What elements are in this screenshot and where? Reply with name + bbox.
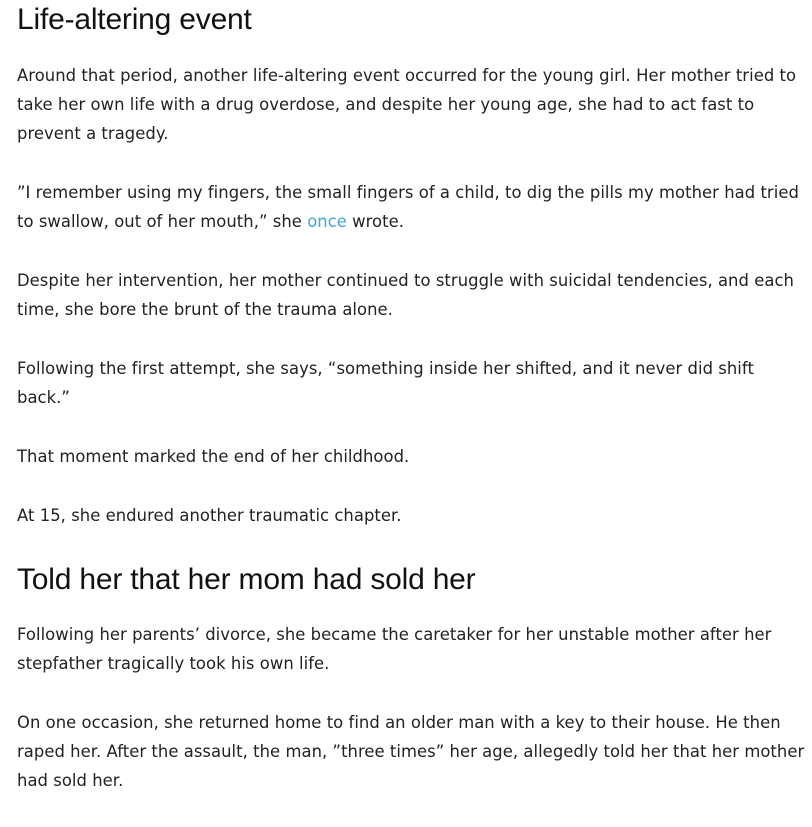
paragraph-overdose: Around that period, another life-altering event occurred for the young girl. Her mother tried to take her own life with a drug overdose, and despite her young age, she had to act fast to prevent a tragedy. — [17, 66, 797, 143]
paragraph-assault: On one occasion, she returned home to find an older man with a key to their house. He then raped her. After the assault, the man, ”three times” her age, allegedly told her that her mother had sold her. — [17, 713, 805, 790]
section-heading-sold: Told her that her mom had sold her — [17, 563, 476, 596]
quote-text-start: ”I remember using my fingers, the small fingers of a child, to dig the pills my mother had tried to swallow, out of her mouth,” she — [17, 183, 799, 231]
paragraph-quote-fingers — [17, 178, 807, 236]
paragraph-intervention: Despite her intervention, her mother continued to struggle with suicidal tendencies, and each time, she bore the brunt of the trauma alone. — [17, 271, 794, 319]
section-heading-life-altering: Life-altering event — [17, 3, 252, 36]
paragraph-at-15: At 15, she endured another traumatic chapter. — [17, 506, 402, 525]
paragraph-end-childhood: That moment marked the end of her childhood. — [17, 447, 410, 466]
once-link[interactable]: once — [307, 212, 347, 231]
paragraph-first-attempt: Following the first attempt, she says, “something inside her shifted, and it never did shift back.” — [17, 359, 754, 407]
article-body — [17, 0, 807, 795]
paragraph-divorce: Following her parents’ divorce, she became the caretaker for her unstable mother after her stepfather tragically took his own life. — [17, 625, 772, 673]
quote-text-end: wrote. — [346, 212, 404, 231]
